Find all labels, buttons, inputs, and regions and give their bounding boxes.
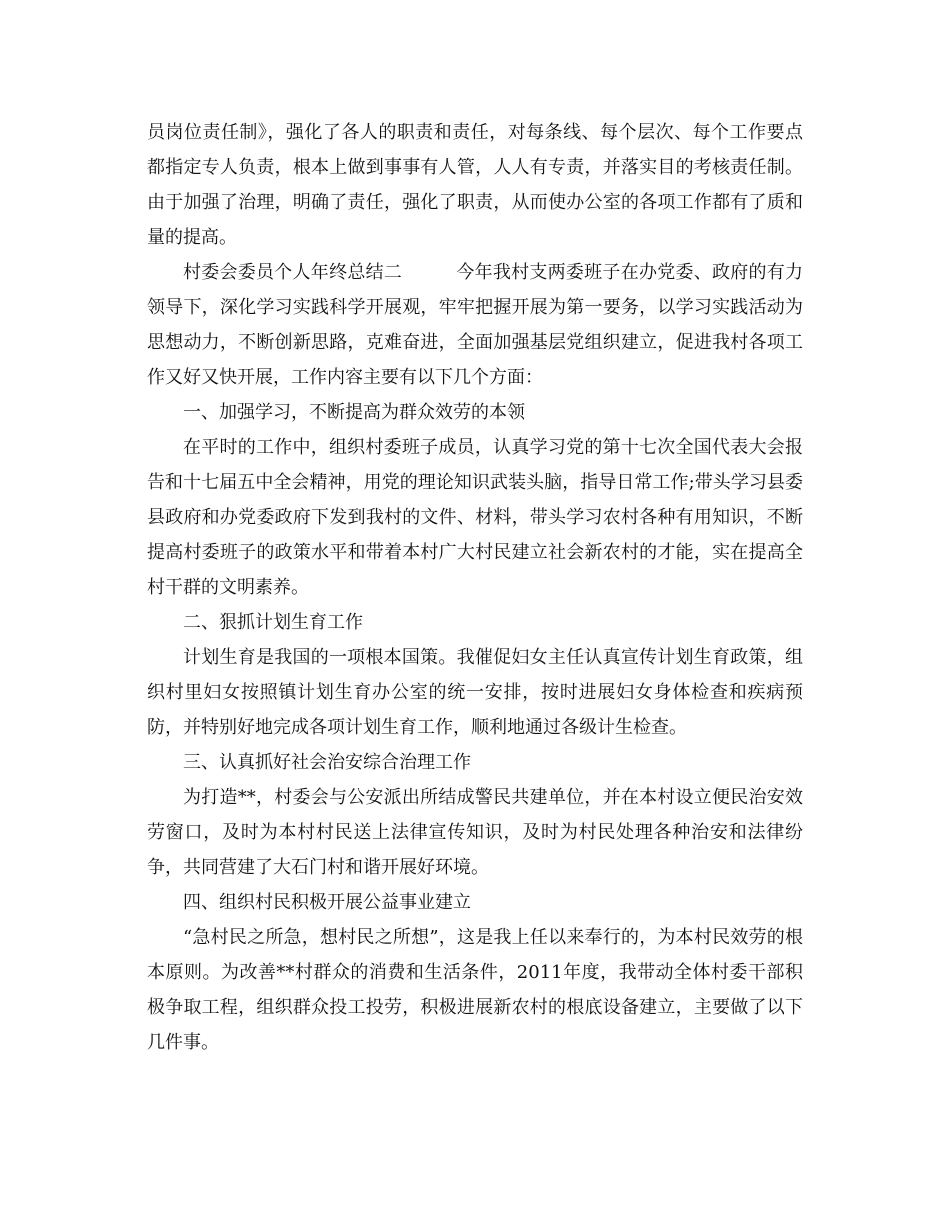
heading-text: 四、组织村民积极开展公益事业建立 [183,892,471,913]
paragraph-text: “急村民之所急，想村民之所想”，这是我上任以来奉行的，为本村民效劳的根本原则。为改善**村群众的消费和生活条件，2011年度，我带动全体村委干部积极争取工程，组织群众投工投劳，积极进展新农村的根底设备建立，主要做了以下几件事。 [147,927,803,1053]
paragraph-5 [147,780,803,885]
paragraph-3 [147,430,803,605]
paragraph-text: 员岗位责任制》，强化了各人的职责和责任，对每条线、每个层次、每个工作要点都指定专人负责，根本上做到事事有人管，人人有专责，并落实目的考核责任制。由于加强了治理，明确了责任，强化了职责，从而使办公室的各项工作都有了质和量的提高。 [147,122,803,248]
paragraph-text: 今年我村支两委班子在办党委、政府的有力领导下，深化学习实践科学开展观，牢牢把握开展为第一要务，以学习实践活动为思想动力，不断创新思路，克难奋进，全面加强基层党组织建立，促进我村各项工作又好又快开展，工作内容主要有以下几个方面： [147,262,804,388]
heading-2 [147,605,803,640]
heading-4 [147,885,803,920]
heading-3 [147,745,803,780]
paragraph-4 [147,640,803,745]
paragraph-text: 为打造**，村委会与公安派出所结成警民共建单位，并在本村设立便民治安效劳窗口，及时为本村村民送上法律宣传知识，及时为村民处理各种治安和法律纷争，共同营建了大石门村和谐开展好环境。 [147,787,803,878]
paragraph-1 [147,115,803,255]
paragraph-text: 在平时的工作中，组织村委班子成员，认真学习党的第十七次全国代表大会报告和十七届五中全会精神，用党的理论知识武装头脑，指导日常工作;带头学习县委县政府和办党委政府下发到我村的文件、材料，带头学习农村各种有用知识，不断提高村委班子的政策水平和带着本村广大村民建立社会新农村的才能，实在提高全村干群的文明素养。 [147,437,803,598]
paragraph-2 [147,255,803,395]
paragraph-6 [147,920,803,1060]
paragraph-text: 计划生育是我国的一项根本国策。我催促妇女主任认真宣传计划生育政策，组织村里妇女按照镇计划生育办公室的统一安排，按时进展妇女身体检查和疾病预防，并特别好地完成各项计划生育工作，顺利地通过各级计生检查。 [147,647,803,738]
document-body [147,115,803,1060]
section-title: 村委会委员个人年终总结二 [183,262,403,283]
heading-text: 一、加强学习，不断提高为群众效劳的本领 [183,402,525,423]
heading-1 [147,395,803,430]
heading-text: 三、认真抓好社会治安综合治理工作 [183,752,471,773]
heading-text: 二、狠抓计划生育工作 [183,612,363,633]
